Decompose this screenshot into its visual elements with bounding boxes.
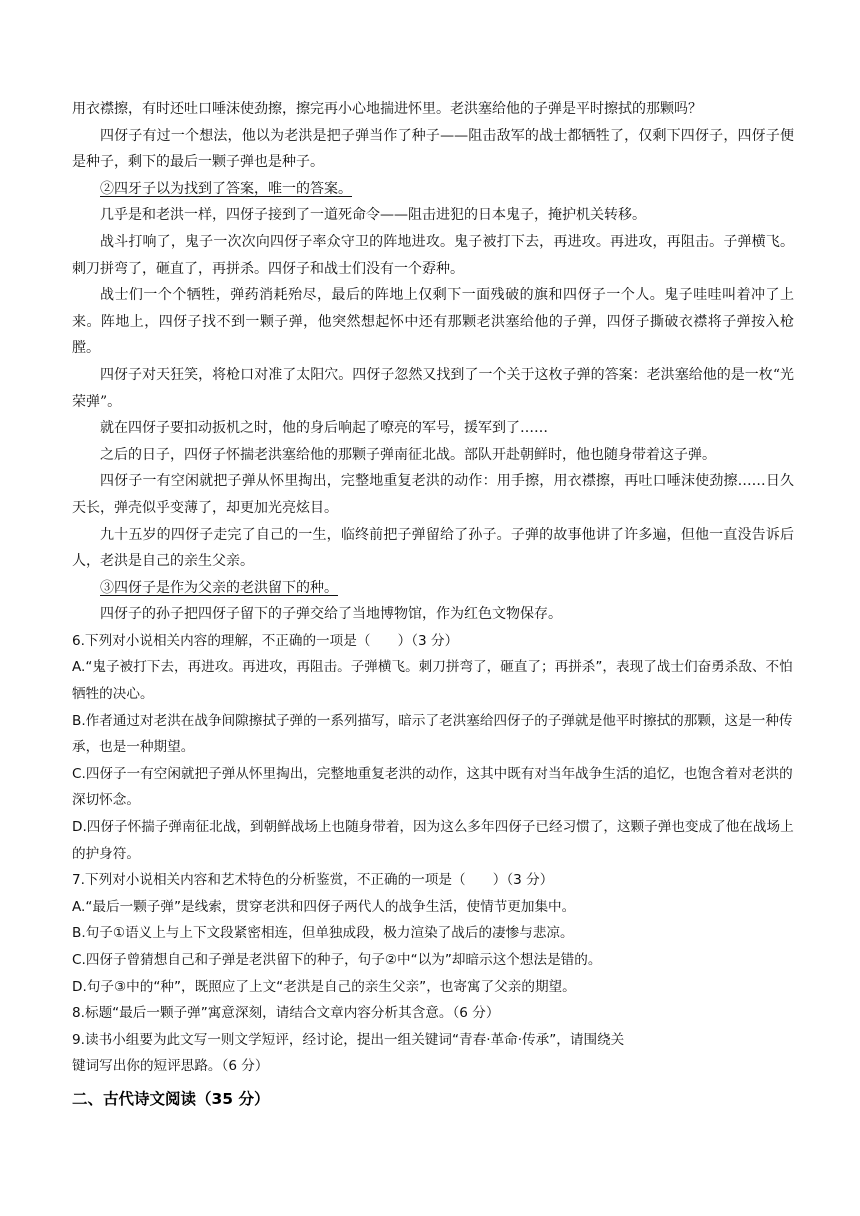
question-9-line-1: 9.读书小组要为此文写一则文学短评，经讨论，提出一组关键词“青春·革命·传承”，请围绕关: [72, 1031, 625, 1048]
question-6: 6.下列对小说相关内容的理解，不正确的一项是（ ）（3 分）: [72, 632, 459, 649]
question-7: 7.下列对小说相关内容和艺术特色的分析鉴赏，不正确的一项是（ ）（3 分）: [72, 872, 554, 889]
story-paragraph: 之后的日子，四伢子怀揣老洪塞给他的那颗子弹南征北战。部队开赴朝鲜时，他也随身带着这子弹。: [100, 446, 716, 463]
story-paragraph: 战士们一个个牺牲，弹药消耗殆尽，最后的阵地上仅剩下一面残破的旗和四伢子一个人。鬼子哇哇叫着冲了上来。阵地上，四伢子找不到一颗子弹，他突然想起怀中还有那颗老洪塞给他的子弹，四伢子撕破衣襟将子弹按入枪膛。: [72, 287, 794, 357]
story-paragraph: 四伢子对天狂笑，将枪口对准了太阳穴。四伢子忽然又找到了一个关于这枚子弹的答案：老洪塞给他的是一枚“光荣弹”。: [72, 366, 794, 410]
story-paragraph: 几乎是和老洪一样，四伢子接到了一道死命令——阻击进犯的日本鬼子，掩护机关转移。: [100, 207, 646, 224]
question-6-option-b: B.作者通过对老洪在战争间隙擦拭子弹的一系列描写，暗示了老洪塞给四伢子的子弹就是他平时擦拭的那颗，这是一种传承，也是一种期望。: [72, 712, 793, 756]
question-6-option-a: A.“鬼子被打下去，再进攻。再进攻，再阻击。子弹横飞。刺刀拼弯了，砸直了；再拼杀”，表现了战士们奋勇杀敌、不怕牺牲的决心。: [72, 659, 793, 703]
question-7-option-b: B.句子①语义上与上下文段紧密相连，但单独成段，极力渲染了战后的凄惨与悲凉。: [72, 925, 574, 942]
story-paragraph: 就在四伢子要扣动扳机之时，他的身后响起了嘹亮的军号，援军到了……: [100, 420, 548, 437]
story-paragraph: 四伢子有过一个想法，他以为老洪是把子弹当作了种子——阻击敌军的战士都牺牲了，仅剩下四伢子，四伢子便是种子，剩下的最后一颗子弹也是种子。: [72, 127, 794, 171]
question-9-line-2: 键词写出你的短评思路。（6 分）: [72, 1058, 269, 1075]
underlined-sentence-2: ②四牙子以为找到了答案，唯一的答案。: [100, 180, 352, 197]
story-paragraph: 用衣襟擦，有时还吐口唾沫使劲擦，擦完再小心地揣进怀里。老洪塞给他的子弹是平时擦拭的那颗吗？: [72, 101, 702, 117]
section-heading: 二、古代诗文阅读（35 分）: [72, 1089, 270, 1108]
story-paragraph: 战斗打响了，鬼子一次次向四伢子率众守卫的阵地进攻。鬼子被打下去，再进攻。再进攻，再阻击。子弹横飞。刺刀拼弯了，砸直了，再拼杀。四伢子和战士们没有一个孬种。: [72, 233, 794, 277]
question-6-option-d: D.四伢子怀揣子弹南征北战，到朝鲜战场上也随身带着，因为这么多年四伢子已经习惯了，这颗子弹也变成了他在战场上的护身符。: [72, 819, 794, 862]
story-paragraph: 九十五岁的四伢子走完了自己的一生，临终前把子弹留给了孙子。子弹的故事他讲了许多遍，但他一直没告诉后人，老洪是自己的亲生父亲。: [72, 526, 794, 570]
underlined-sentence-3: ③四伢子是作为父亲的老洪留下的种。: [100, 579, 338, 596]
story-paragraph: 四伢子的孙子把四伢子留下的子弹交给了当地博物馆，作为红色文物保存。: [100, 606, 562, 623]
questions: [72, 628, 794, 1080]
question-8: 8.标题“最后一颗子弹”寓意深刻，请结合文章内容分析其含意。（6 分）: [72, 1005, 500, 1022]
story-text: [72, 96, 794, 628]
story-paragraph-sentence-3: [72, 575, 794, 602]
question-6-option-c: C.四伢子一有空闲就把子弹从怀里掏出，完整地重复老洪的动作，这其中既有对当年战争生活的追忆，也饱含着对老洪的深切怀念。: [72, 765, 793, 809]
question-7-option-a: A.“最后一颗子弹”是线索，贯穿老洪和四伢子两代人的战争生活，使情节更加集中。: [72, 898, 576, 915]
story-paragraph-sentence-2: [72, 176, 794, 203]
question-7-option-d: D.句子③中的“种”，既照应了上文“老洪是自己的亲生父亲”，也寄寓了父亲的期望。: [72, 978, 576, 995]
question-7-option-c: C.四伢子曾猜想自己和子弹是老洪留下的种子，句子②中“以为”却暗示这个想法是错的。: [72, 952, 602, 968]
story-paragraph: 四伢子一有空闲就把子弹从怀里掏出，完整地重复老洪的动作：用手擦，用衣襟擦，再吐口唾沫使劲擦……日久天长，弹壳似乎变薄了，却更加光亮炫目。: [72, 473, 794, 516]
